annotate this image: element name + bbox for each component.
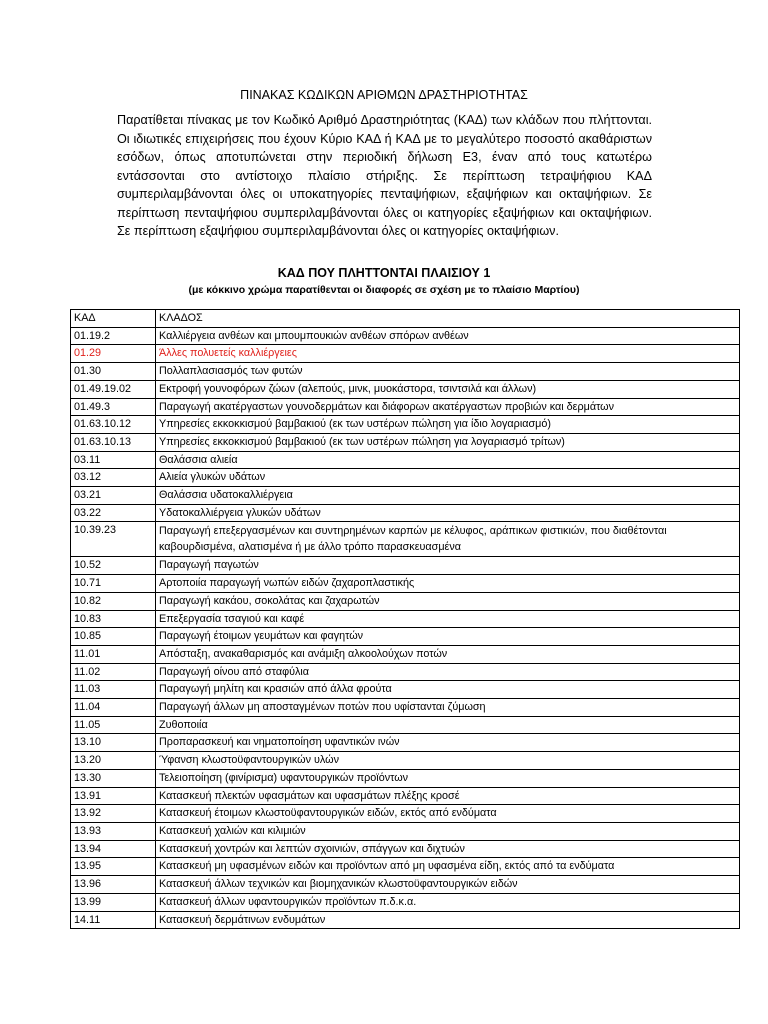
intro-paragraph: Παρατίθεται πίνακας με τον Κωδικό Αριθμό Δραστηριότητας (ΚΑΔ) των κλάδων που πλήττονται. Οι ιδιωτικές επιχειρήσεις που έχουν Κύριο ΚΑΔ ή ΚΑΔ με το μεγαλύτερο ποσοστό ακαθάριστων εσόδων, όπως αποτυπώνεται στην περιοδική δήλωση Ε3, έναν από τους κατωτέρω εντάσσονται στο αντίστοιχο πλαίσιο στήριξης. Σε περίπτωση τετραψήφιου ΚΑΔ συμπεριλαμβάνονται όλες οι υποκατηγορίες πενταψήφιων, εξαψήφιων και οκταψήφιων. Σε περίπτωση πενταψήφιου συμπεριλαμβάνονται όλες οι κατηγορίες εξαψήφιων και οκταψήφιων. Σε περίπτωση εξαψήφιου συμπεριλαμβάνονται όλες οι κατηγορίες οκταψήφιων. [117,113,652,238]
table-row [71,681,740,699]
kad-code-cell: 11.04 [71,699,156,717]
sector-name-cell: Κατασκευή άλλων υφαντουργικών προϊόντων π.δ.κ.α. [156,893,740,911]
table-row [71,752,740,770]
kad-code-cell: 11.03 [71,681,156,699]
sector-name-cell: Απόσταξη, ανακαθαρισμός και ανάμιξη αλκοολούχων ποτών [156,645,740,663]
kad-code-cell: 14.11 [71,911,156,929]
sector-name-cell: Παραγωγή ακατέργαστων γουνοδερμάτων και διάφορων ακατέργαστων προβιών και δερμάτων [156,398,740,416]
sector-name-cell: Κατασκευή χαλιών και κιλιμιών [156,822,740,840]
table-row [71,769,740,787]
document-title: ΠΙΝΑΚΑΣ ΚΩΔΙΚΩΝ ΑΡΙΘΜΩΝ ΔΡΑΣΤΗΡΙΟΤΗΤΑΣ [240,88,528,102]
kad-code-cell: 01.49.3 [71,398,156,416]
table-row [71,858,740,876]
table-row [71,504,740,522]
table-row [71,487,740,505]
sector-name-cell: Καλλιέργεια ανθέων και μπουμπουκιών ανθέων σπόρων ανθέων [156,327,740,345]
sector-name-cell: Ζυθοποιία [156,716,740,734]
table-row [71,363,740,381]
kad-code-cell: 13.20 [71,752,156,770]
kad-code-cell: 10.71 [71,575,156,593]
sector-name-cell: Επεξεργασία τσαγιού και καφέ [156,610,740,628]
kad-code-cell: 13.93 [71,822,156,840]
sector-name-cell: Πολλαπλασιασμός των φυτών [156,363,740,381]
kad-table [70,309,740,929]
table-row [71,893,740,911]
table-row [71,557,740,575]
sector-name-cell: Παραγωγή έτοιμων γευμάτων και φαγητών [156,628,740,646]
kad-code-cell: 03.11 [71,451,156,469]
kad-code-cell: 10.82 [71,592,156,610]
kad-code-cell: 01.63.10.13 [71,433,156,451]
table-row [71,416,740,434]
kad-code-cell: 11.02 [71,663,156,681]
table-row [71,645,740,663]
sector-name-cell: Κατασκευή μη υφασμένων ειδών και προϊόντων από μη υφασμένα είδη, εκτός από τα ενδύματα [156,858,740,876]
table-row [71,787,740,805]
table-row [71,327,740,345]
table-row [71,451,740,469]
kad-code-cell: 13.99 [71,893,156,911]
kad-code-cell: 11.05 [71,716,156,734]
table-row [71,628,740,646]
kad-code-cell: 13.92 [71,805,156,823]
sector-name-cell: Υπηρεσίες εκκοκκισμού βαμβακιού (εκ των υστέρων πώληση για ίδιο λογαριασμό) [156,416,740,434]
section-heading: ΚΑΔ ΠΟΥ ΠΛΗΤΤΟΝΤΑΙ ΠΛΑΙΣΙΟΥ 1 [277,266,491,280]
table-body [71,327,740,929]
kad-code-cell: 03.21 [71,487,156,505]
kad-code-cell: 01.30 [71,363,156,381]
table-row [71,822,740,840]
table-row [71,734,740,752]
sector-name-cell: Θαλάσσια υδατοκαλλιέργεια [156,487,740,505]
table-row [71,805,740,823]
table-row [71,398,740,416]
sector-name-cell: Αρτοποιία παραγωγή νωπών ειδών ζαχαροπλαστικής [156,575,740,593]
sector-name-cell: Παραγωγή παγωτών [156,557,740,575]
table-row [71,716,740,734]
table-row [71,663,740,681]
kad-code-cell: 03.12 [71,469,156,487]
sector-name-cell: Παραγωγή οίνου από σταφύλια [156,663,740,681]
kad-code-cell: 01.19.2 [71,327,156,345]
kad-code-cell: 13.10 [71,734,156,752]
table-header-row [71,310,740,328]
sector-name-cell: Υδατοκαλλιέργεια γλυκών υδάτων [156,504,740,522]
sector-name-cell: Κατασκευή πλεκτών υφασμάτων και υφασμάτων πλέξης κροσέ [156,787,740,805]
table-row [71,522,740,557]
kad-code-cell: 13.91 [71,787,156,805]
kad-code-cell: 13.30 [71,769,156,787]
sector-name-cell: Κατασκευή έτοιμων κλωστοϋφαντουργικών ειδών, εκτός από ενδύματα [156,805,740,823]
sector-name-cell: Παραγωγή άλλων μη αποσταγμένων ποτών που υφίστανται ζύμωση [156,699,740,717]
sector-name-cell: Άλλες πολυετείς καλλιέργειες [156,345,740,363]
sector-name-cell: Θαλάσσια αλιεία [156,451,740,469]
table-row [71,592,740,610]
sector-name-cell: Παραγωγή μηλίτη και κρασιών από άλλα φρούτα [156,681,740,699]
kad-code-cell: 01.29 [71,345,156,363]
sector-name-cell: Αλιεία γλυκών υδάτων [156,469,740,487]
table-row [71,840,740,858]
kad-code-cell: 10.83 [71,610,156,628]
sector-name-cell: Παραγωγή επεξεργασμένων και συντηρημένων καρπών με κέλυφος, αράπικων φιστικιών, που διαθέτονται καβουρδισμένα, αλατισμένα ή με άλλο τρόπο παρασκευασμένα [156,522,740,557]
sector-name-cell: Προπαρασκευή και νηματοποίηση υφαντικών ινών [156,734,740,752]
header-sector: ΚΛΑΔΟΣ [156,310,740,328]
table-row [71,876,740,894]
sector-name-cell: Τελειοποίηση (φινίρισμα) υφαντουργικών προϊόντων [156,769,740,787]
header-kad: ΚΑΔ [71,310,156,328]
sector-name-cell: Εκτροφή γουνοφόρων ζώων (αλεπούς, μινκ, μυοκάστορα, τσιντσιλά και άλλων) [156,380,740,398]
sector-name-cell: Κατασκευή άλλων τεχνικών και βιομηχανικών κλωστοϋφαντουργικών ειδών [156,876,740,894]
kad-code-cell: 03.22 [71,504,156,522]
table-row [71,610,740,628]
kad-code-cell: 10.52 [71,557,156,575]
table-row [71,911,740,929]
sector-name-cell: Κατασκευή χοντρών και λεπτών σχοινιών, σπάγγων και διχτυών [156,840,740,858]
kad-code-cell: 01.63.10.12 [71,416,156,434]
table-row [71,380,740,398]
kad-code-cell: 10.39.23 [71,522,156,557]
sector-name-cell: Υπηρεσίες εκκοκκισμού βαμβακιού (εκ των υστέρων πώληση για λογαριασμό τρίτων) [156,433,740,451]
table-row [71,575,740,593]
sector-name-cell: Παραγωγή κακάου, σοκολάτας και ζαχαρωτών [156,592,740,610]
table-row [71,433,740,451]
table-row [71,345,740,363]
table-row [71,469,740,487]
kad-code-cell: 13.95 [71,858,156,876]
kad-code-cell: 13.94 [71,840,156,858]
sector-name-cell: Ύφανση κλωστοϋφαντουργικών υλών [156,752,740,770]
kad-code-cell: 01.49.19.02 [71,380,156,398]
kad-code-cell: 13.96 [71,876,156,894]
section-note: (με κόκκινο χρώμα παρατίθενται οι διαφορές σε σχέση με το πλαίσιο Μαρτίου) [188,284,580,296]
sector-name-cell: Κατασκευή δερμάτινων ενδυμάτων [156,911,740,929]
kad-code-cell: 10.85 [71,628,156,646]
kad-code-cell: 11.01 [71,645,156,663]
table-row [71,699,740,717]
